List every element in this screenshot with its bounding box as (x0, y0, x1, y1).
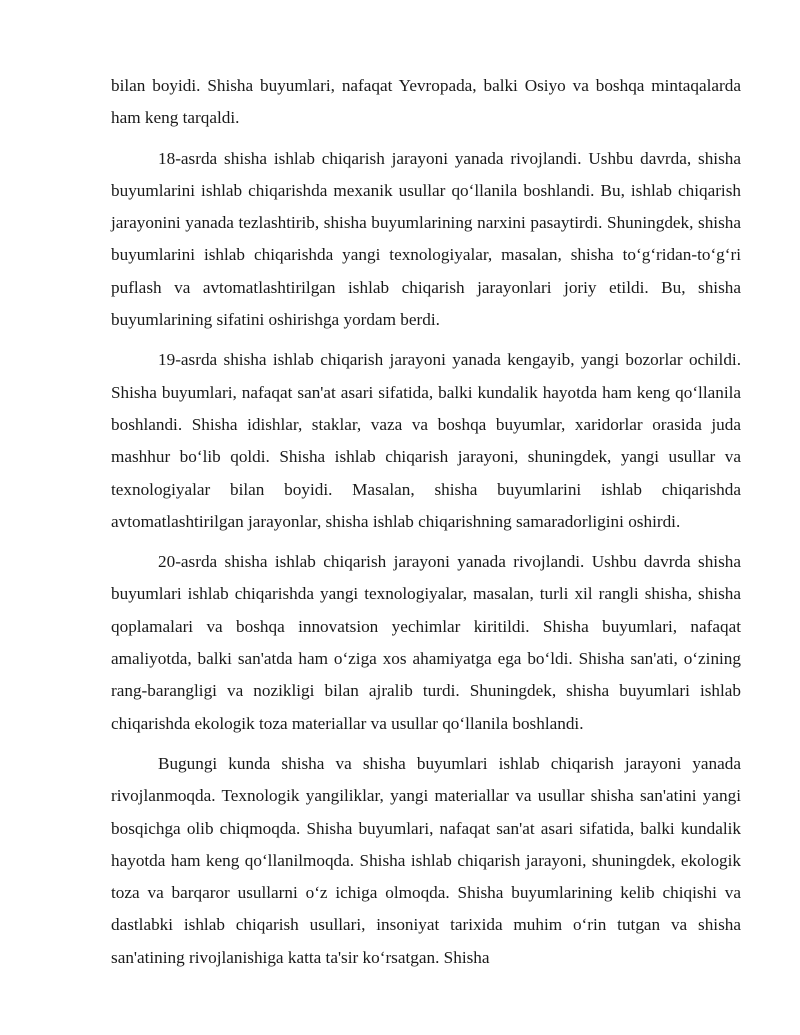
paragraph-continuation: bilan boyidi. Shisha buyumlari, nafaqat Yevropada, balki Osiyo va boshqa mintaqalarda ham keng tarqaldi. (111, 76, 741, 128)
document-page (111, 70, 741, 974)
paragraph-today: Bugungi kunda shisha va shisha buyumlari ishlab chiqarish jarayoni yanada rivojlanmoqda. Texnologik yangiliklar, yangi materiallar va usullar shisha san'atini yangi bosqichga olib chiqmoqda. Shisha buyumlari, nafaqat san'at asari sifatida, balki kundalik hayotda ham keng qo‘llanilmoqda. Shisha ishlab chiqarish jarayoni, shuningdek, ekologik toza va barqaror usullarni o‘z ichiga olmoqda. Shisha buyumlarining kelib chiqishi va dastlabki ishlab chiqarish usullari, insoniyat tarixida muhim o‘rin tutgan va shisha san'atining rivojlanishiga katta ta'sir ko‘rsatgan. Shisha (111, 753, 741, 967)
paragraph-20th-century: 20-asrda shisha ishlab chiqarish jarayoni yanada rivojlandi. Ushbu davrda shisha buyumlari ishlab chiqarishda yangi texnologiyalar, masalan, turli xil rangli shisha, shisha qoplamalari va boshqa innovatsion yechimlar kiritildi. Shisha buyumlari, nafaqat amaliyotda, balki san'atda ham o‘ziga xos ahamiyatga ega bo‘ldi. Shisha san'ati, o‘zining rang-barangligi va nozikligi bilan ajralib turdi. Shuningdek, shisha buyumlari ishlab chiqarishda ekologik toza materiallar va usullar qo‘llanila boshlandi. (111, 552, 741, 733)
paragraph-19th-century: 19-asrda shisha ishlab chiqarish jarayoni yanada kengayib, yangi bozorlar ochildi. Shisha buyumlari, nafaqat san'at asari sifatida, balki kundalik hayotda ham keng qo‘llanila boshlandi. Shisha idishlar, staklar, vaza va boshqa buyumlar, xaridorlar orasida juda mashhur bo‘lib qoldi. Shisha ishlab chiqarish jarayoni, shuningdek, yangi usullar va texnologiyalar bilan boyidi. Masalan, shisha buyumlarini ishlab chiqarishda avtomatlashtirilgan jarayonlar, shisha ishlab chiqarishning samaradorligini oshirdi. (111, 350, 741, 531)
paragraph-18th-century: 18-asrda shisha ishlab chiqarish jarayoni yanada rivojlandi. Ushbu davrda, shisha buyumlarini ishlab chiqarishda mexanik usullar qo‘llanila boshlandi. Bu, ishlab chiqarish jarayonini yanada tezlashtirib, shisha buyumlarining narxini pasaytirdi. Shuningdek, shisha buyumlarini ishlab chiqarishda yangi texnologiyalar, masalan, shisha to‘g‘ridan-to‘g‘ri puflash va avtomatlashtirilgan ishlab chiqarish jarayonlari joriy etildi. Bu, shisha buyumlarining sifatini oshirishga yordam berdi. (111, 148, 741, 330)
